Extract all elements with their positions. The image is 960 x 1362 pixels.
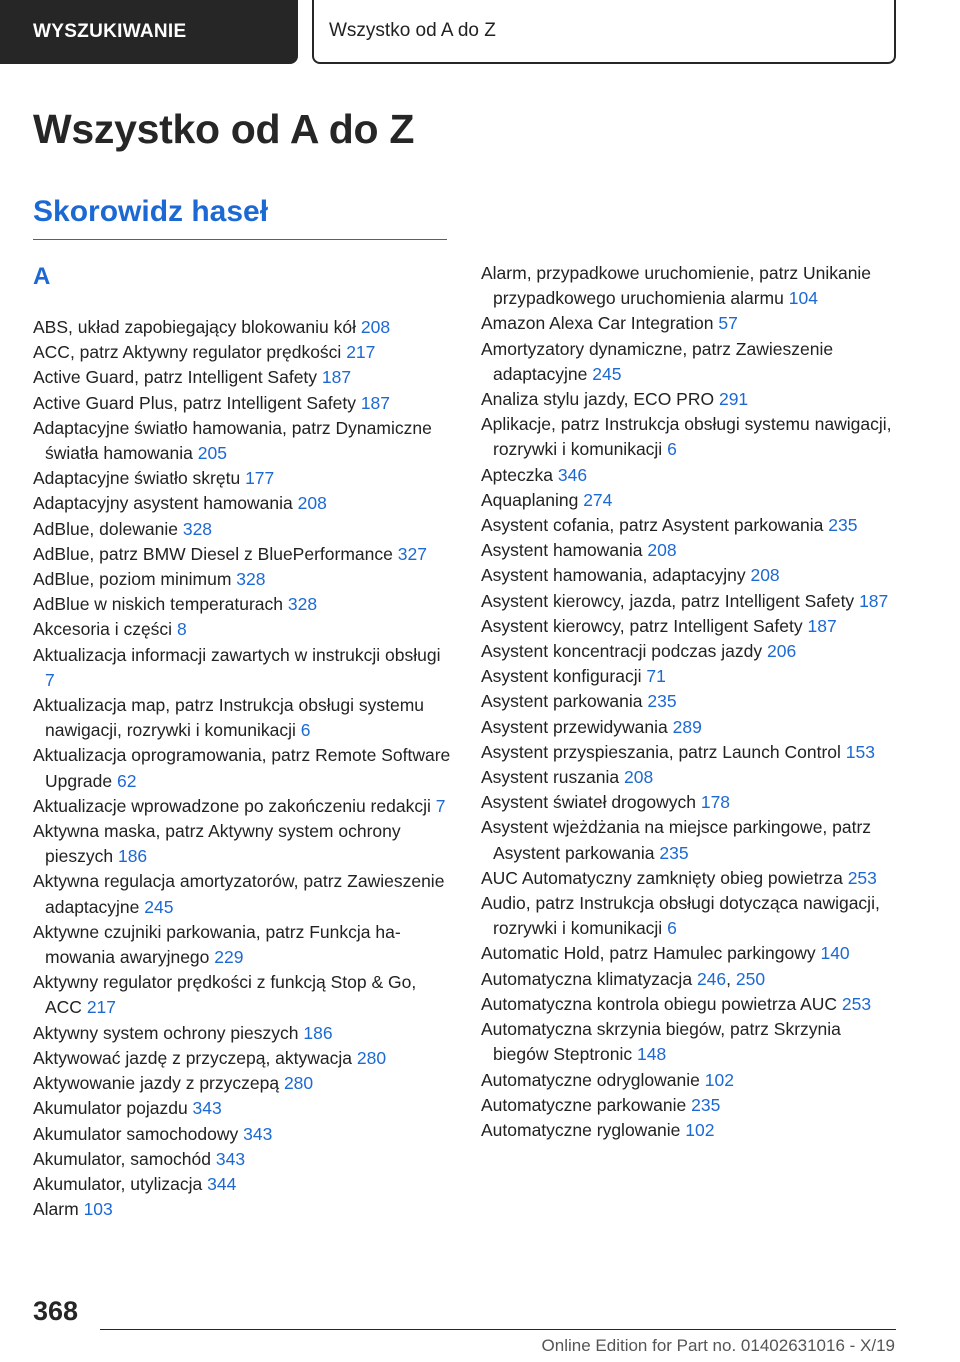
index-entry (481, 311, 901, 336)
index-entry-text: AUC Automatyczny zamknięty obieg powietrza (481, 867, 843, 888)
index-entry (481, 815, 901, 865)
page-reference-link[interactable]: 57 (718, 313, 738, 334)
page-reference-link[interactable]: 6 (300, 720, 311, 741)
index-entry-text: Akumulator, utylizacja (33, 1173, 203, 1194)
index-entry-text: Aktualizacja informacji zawartych w instrukcji obsługi (33, 644, 441, 665)
index-entry-text: Automatyczna klimatyzacja (481, 968, 693, 989)
index-entry-text: Asystent przyspieszania, patrz Launch Control (481, 741, 841, 762)
page-reference-link[interactable]: 253 (847, 867, 877, 888)
page-reference-link[interactable]: 208 (297, 493, 327, 514)
index-entry-text: Akcesoria i części (33, 619, 173, 640)
index-entry-text: AdBlue w niskich temperaturach (33, 594, 283, 615)
page-reference-link[interactable]: 205 (197, 443, 227, 464)
page-reference-link[interactable]: 250 (735, 968, 766, 989)
index-entry (33, 869, 453, 919)
page-reference-link[interactable]: 104 (788, 288, 818, 309)
page-reference-link[interactable]: 328 (236, 569, 266, 590)
index-entry-text: Akumulator, samochód (33, 1148, 212, 1169)
index-entry (33, 1046, 453, 1071)
section-subtitle: Skorowidz haseł (33, 195, 269, 228)
page-reference-link[interactable]: 102 (685, 1119, 715, 1140)
index-entry-text: Asystent przewidywania (481, 716, 668, 737)
subtitle-divider (33, 239, 447, 240)
page-reference-link[interactable]: 187 (321, 367, 352, 388)
page-reference-link[interactable]: 235 (828, 515, 858, 536)
index-entry-text: Asystent parkowania (481, 691, 643, 712)
index-entry (33, 1172, 453, 1197)
index-entry-text: Aktywowanie jazdy z przyczepą (33, 1073, 280, 1094)
index-entry (481, 563, 901, 588)
index-entry (481, 1118, 901, 1143)
page-reference-link[interactable]: 327 (397, 543, 427, 564)
page-reference-link[interactable]: 186 (117, 846, 148, 867)
page-reference-link[interactable]: 187 (360, 392, 391, 413)
index-entry (33, 743, 453, 793)
index-entry (33, 1147, 453, 1172)
index-entry (481, 412, 901, 462)
page-reference-link[interactable]: 235 (659, 842, 689, 863)
index-letter-heading: A (33, 263, 51, 290)
index-entry (481, 463, 901, 488)
index-entry (33, 819, 453, 869)
index-entry-text: Asystent koncentracji podczas jazdy (481, 641, 763, 662)
index-entry (33, 617, 453, 642)
page-reference-link[interactable]: 187 (859, 590, 889, 611)
page-number: 368 (33, 1296, 79, 1326)
index-entry-text: Alarm, przypadkowe uruchomienie, patrz Unikanie przypadkowego uruchomienia alarmu (481, 263, 872, 309)
page-reference-link[interactable]: 206 (767, 641, 797, 662)
header-chapter-tab[interactable]: Wszystko od A do Z (312, 0, 896, 64)
index-entry-text: Alarm (33, 1199, 79, 1220)
page-reference-link[interactable]: 102 (704, 1069, 734, 1090)
page-reference-link[interactable]: 246 (696, 968, 727, 989)
index-column-left (33, 315, 453, 1222)
index-entry-text: AdBlue, poziom minimum (33, 569, 232, 590)
index-entry-text: Audio, patrz Instrukcja obsługi dotycząca nawigacji, rozrywki i komunikacji (481, 893, 880, 939)
index-entry (481, 1017, 901, 1067)
index-entry-text: Akumulator pojazdu (33, 1098, 188, 1119)
page-reference-link[interactable]: 7 (45, 669, 55, 690)
index-entry (481, 689, 901, 714)
index-entry-text: Active Guard, patrz Intelligent Safety (33, 367, 318, 388)
index-entry (33, 315, 453, 340)
index-entry (33, 592, 453, 617)
index-entry (33, 970, 453, 1020)
page-reference-link[interactable]: 235 (691, 1094, 721, 1115)
index-entry (33, 1197, 453, 1222)
page-reference-link[interactable]: 6 (667, 439, 677, 460)
index-entry-text: AdBlue, dolewanie (33, 518, 178, 539)
page-reference-link[interactable]: 245 (592, 363, 622, 384)
index-entry-text: Akumulator samochodowy (33, 1123, 239, 1144)
page-reference-link[interactable]: 328 (182, 518, 213, 539)
index-entry-text: Automatic Hold, patrz Hamulec parkingowy (481, 943, 816, 964)
index-entry-text: Asystent hamowania (481, 540, 643, 561)
index-entry (481, 765, 901, 790)
index-entry-text: Amortyzatory dynamiczne, patrz Zawieszenie adaptacyjne (481, 338, 834, 384)
index-entry-text: Asystent konfiguracji (481, 666, 642, 687)
index-entry-text: Asystent hamowania, adaptacyjny (481, 565, 746, 586)
index-entry-text: Asystent kierowcy, jazda, patrz Intelligent Safety (481, 590, 855, 611)
index-entry (33, 542, 453, 567)
index-entry-text: Aquaplaning (481, 489, 579, 510)
index-entry-text: Aplikacje, patrz Instrukcja obsługi systemu nawigacji, rozrywki i komunikacji (481, 414, 892, 460)
index-entry (33, 491, 453, 516)
index-entry-text: Aktywować jazdę z przyczepą, aktywacja (33, 1047, 353, 1068)
index-entry (481, 1068, 901, 1093)
index-entry (33, 1021, 453, 1046)
index-entry (33, 340, 453, 365)
index-entry (33, 466, 453, 491)
page-reference-link[interactable]: 245 (144, 896, 174, 917)
index-entry (33, 391, 453, 416)
page-reference-link[interactable]: 217 (86, 997, 117, 1018)
page-reference-link[interactable]: 253 (841, 993, 872, 1014)
page-reference-link[interactable]: 217 (346, 342, 376, 363)
index-entry (481, 1093, 901, 1118)
page-reference-link[interactable]: 328 (287, 594, 318, 615)
index-entry (481, 513, 901, 538)
index-entry-text: Asystent wjeżdżania na miejsce parkingowe, patrz Asystent parkowania (481, 817, 872, 863)
page-reference-link[interactable]: 208 (360, 317, 391, 337)
page-reference-link[interactable]: 343 (192, 1098, 222, 1119)
page-reference-link[interactable]: 344 (207, 1173, 237, 1194)
page-reference-link[interactable]: 178 (700, 792, 731, 813)
index-entry-text: Automatyczne parkowanie (481, 1094, 687, 1115)
index-entry (481, 891, 901, 941)
index-entry-text: Automatyczne ryglowanie (481, 1119, 681, 1140)
header-section-tab[interactable]: WYSZUKIWANIE (0, 0, 298, 64)
page-reference-link[interactable]: 280 (283, 1073, 314, 1094)
page-reference-link[interactable]: 187 (807, 615, 837, 636)
index-entry-text: Aktywny system ochrony pieszych (33, 1022, 299, 1043)
page-reference-link[interactable]: 148 (637, 1044, 667, 1065)
index-entry: Automatyczna klimatyzacja 246, 250 (481, 968, 766, 989)
index-entry (481, 941, 901, 966)
index-entry-text: Asystent świateł drogowych (481, 792, 696, 813)
page-header (0, 0, 960, 64)
index-entry (481, 538, 901, 563)
page-reference-link[interactable]: 235 (647, 691, 677, 712)
page-reference-link[interactable]: 343 (215, 1148, 246, 1169)
index-entry-text: Automatyczna skrzynia biegów, patrz Skrzynia biegów Steptronic (481, 1019, 841, 1065)
page-reference-link[interactable]: 343 (243, 1123, 273, 1144)
index-entry (481, 790, 901, 815)
page-reference-link[interactable]: 274 (583, 489, 613, 510)
page-reference-link[interactable]: 289 (672, 716, 702, 737)
index-entry (33, 517, 453, 542)
index-column-right (481, 261, 901, 1143)
index-entry (33, 920, 453, 970)
page-reference-link[interactable]: 346 (557, 464, 588, 485)
page-reference-link[interactable]: 229 (214, 947, 244, 968)
index-entry (481, 992, 901, 1017)
index-entry-text: Aktualizacja map, patrz Instrukcja obsługi systemu nawigacji, rozrywki i komunikacji (33, 695, 424, 741)
index-entry (33, 794, 453, 819)
index-entry (33, 693, 453, 743)
index-entry (481, 664, 901, 689)
index-entry-text: Analiza stylu jazdy, ECO PRO (481, 389, 715, 410)
index-entry-text: Aktualizacja oprogramowania, patrz Remote Software Upgrade (33, 745, 451, 791)
index-entry-text: Active Guard Plus, patrz Intelligent Safety (33, 392, 356, 413)
page-reference-link[interactable]: 208 (647, 540, 677, 561)
index-entry (481, 337, 901, 387)
index-entry (33, 643, 453, 693)
index-entry-text: Adaptacyjny asystent hamowania (33, 493, 293, 514)
index-entry-text: Apteczka (481, 464, 553, 485)
page-reference-link[interactable]: 8 (176, 619, 187, 640)
index-entry-text: Adaptacyjne światło skrętu (33, 468, 241, 489)
index-entry-text: Adaptacyjne światło hamowania, patrz Dynamiczne światła hamowania (33, 417, 432, 464)
index-entry-text: Aktualizacje wprowadzone po zakończeniu redakcji (33, 795, 431, 816)
index-entry (33, 1122, 453, 1147)
footer-divider (100, 1329, 896, 1330)
page-reference-link[interactable]: 6 (667, 918, 677, 939)
index-entry (481, 387, 901, 412)
index-entry-text: Aktywna regulacja amortyzatorów, patrz Zawieszenie adaptacyjne (33, 871, 445, 917)
index-entry-text: Asystent ruszania (481, 767, 620, 788)
index-entry (33, 365, 453, 390)
page-title: Wszystko od A do Z (33, 106, 415, 152)
index-entry (33, 567, 453, 592)
index-entry-text: ABS, układ zapobiegający blokowaniu kół (33, 317, 356, 337)
page-reference-link[interactable]: 208 (624, 767, 654, 788)
index-entry (481, 614, 901, 639)
index-entry (33, 416, 453, 466)
footer-edition: Online Edition for Part no. 01402631016 - X/19 (541, 1336, 895, 1355)
page-reference-link[interactable]: 103 (83, 1199, 113, 1220)
page-reference-link[interactable]: 71 (646, 666, 666, 687)
page-reference-link[interactable]: 291 (718, 389, 749, 410)
index-entry-text: Amazon Alexa Car Integration (481, 313, 714, 334)
index-entry (481, 740, 901, 765)
page-reference-link[interactable]: 62 (117, 770, 137, 791)
index-entry-text: Aktywny regulator prędkości z funkcją Stop & Go, ACC (33, 972, 417, 1018)
index-entry-text: AdBlue, patrz BMW Diesel z BluePerformance (33, 543, 393, 564)
page-reference-link[interactable]: 7 (435, 795, 446, 816)
index-entry-text: Aktywna maska, patrz Aktywny system ochrony pieszych (33, 821, 401, 867)
index-entry (481, 715, 901, 740)
page-reference-link[interactable]: 186 (303, 1022, 333, 1043)
index-entry (481, 639, 901, 664)
page-reference-link[interactable]: 177 (245, 468, 275, 489)
page-reference-link[interactable]: 153 (845, 741, 875, 762)
page-reference-link[interactable]: 280 (356, 1047, 387, 1068)
page-reference-link[interactable]: 140 (820, 943, 850, 964)
index-entry (481, 589, 901, 614)
index-entry (481, 488, 901, 513)
index-entry (481, 261, 901, 311)
index-entry-text: Automatyczne odryglowanie (481, 1069, 700, 1090)
index-entry-text: Asystent cofania, patrz Asystent parkowania (481, 515, 824, 536)
index-entry (33, 1096, 453, 1121)
index-entry-text: Automatyczna kontrola obiegu powietrza AUC (481, 993, 838, 1014)
index-entry (33, 1071, 453, 1096)
index-entry-text: Aktywne czujniki parkowania, patrz Funkcja hamowania awaryjnego (33, 921, 401, 968)
page-reference-link[interactable]: 208 (750, 565, 780, 586)
index-entry-text: Asystent kierowcy, patrz Intelligent Safety (481, 615, 803, 636)
index-entry (481, 866, 901, 891)
index-entry-text: ACC, patrz Aktywny regulator prędkości (33, 342, 342, 363)
